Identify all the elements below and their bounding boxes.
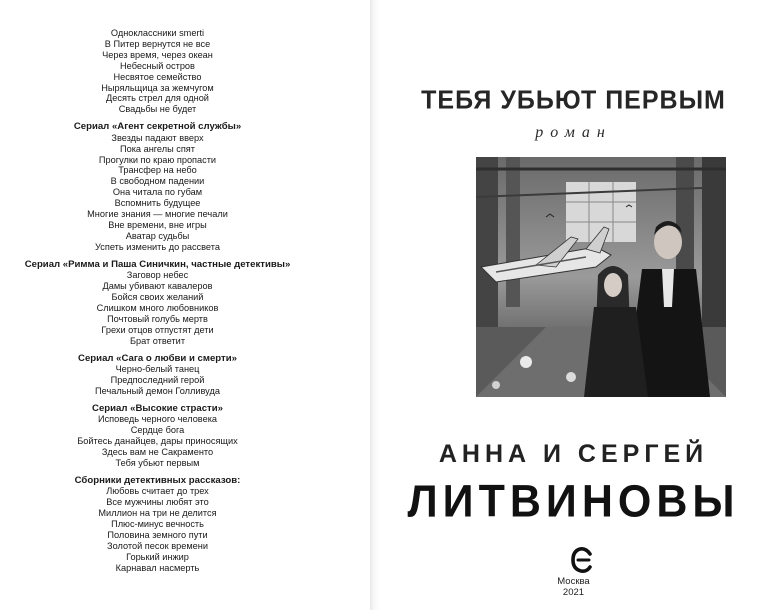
book-item: Успеть изменить до рассвета xyxy=(95,241,220,252)
left-page xyxy=(0,0,370,610)
book-item: Ныряльщица за жемчугом xyxy=(101,82,214,93)
cover-illustration xyxy=(476,157,726,397)
book-item: Любовь считает до трех xyxy=(106,486,209,497)
book-item: Вне времени, вне игры xyxy=(108,220,207,230)
book-item: Грехи отцов отпустят дети xyxy=(101,324,214,335)
publisher-city: Москва xyxy=(557,576,590,587)
book-group xyxy=(0,259,315,347)
series-title: Сериал «Высокие страсти» xyxy=(92,402,223,414)
other-books-list xyxy=(0,28,315,580)
publication-year: 2021 xyxy=(562,587,585,598)
series-title: Сериал «Сага о любви и смерти» xyxy=(78,352,237,364)
book-item: Небесный остров xyxy=(120,60,195,71)
book-item: В Питер вернутся не все xyxy=(104,38,211,49)
book-item: Тебя убьют первым xyxy=(115,457,200,468)
book-item: Трансфер на небо xyxy=(118,165,197,176)
book-group xyxy=(0,403,315,469)
title-page xyxy=(380,0,767,610)
book-group xyxy=(0,475,315,574)
book-gutter xyxy=(370,0,380,610)
book-item: Она читала по губам xyxy=(112,187,203,198)
book-item: Прогулки по краю пропасти xyxy=(98,154,217,165)
series-title: Сериал «Агент секретной службы» xyxy=(73,121,242,133)
book-item: Сердце бога xyxy=(130,425,185,436)
book-item: В свободном падении xyxy=(110,176,205,187)
book-item: Несвятое семейство xyxy=(113,71,202,82)
series-title: Сборники детективных рассказов: xyxy=(74,474,241,486)
book-item: Предпоследний герой xyxy=(110,374,205,385)
authors-first-names: АННА И СЕРГЕЙ xyxy=(438,440,709,468)
authors-surname: ЛИТВИНОВЫ xyxy=(407,476,740,528)
book-item: Одноклассники smerti xyxy=(110,28,205,38)
book-item: Вспомнить будущее xyxy=(114,198,201,209)
book-item: Слишком много любовников xyxy=(96,302,219,313)
book-item: Здесь вам не Сакраменто xyxy=(101,447,214,457)
book-item: Черно-белый танец xyxy=(115,364,200,375)
book-item: Аватар судьбы xyxy=(125,230,190,241)
book-item: Брат ответит xyxy=(129,335,186,346)
genre-label: роман xyxy=(535,124,612,141)
book-item: Миллион на три не делится xyxy=(98,508,217,519)
book-item: Карнавал насмерть xyxy=(115,562,200,573)
book-item: Пока ангелы спят xyxy=(119,143,195,154)
book-item: Звезды падают вверх xyxy=(111,132,204,143)
book-group xyxy=(0,28,315,115)
book-item: Бойся своих желаний xyxy=(111,292,204,303)
book-item: Золотой песок времени xyxy=(107,540,208,551)
book-item: Горький инжир xyxy=(126,551,189,562)
book-item: Через время, через океан xyxy=(102,49,213,60)
book-item: Печальный демон Голливуда xyxy=(95,385,220,396)
book-item: Половина земного пути xyxy=(107,529,208,540)
series-title: Сериал «Римма и Паша Синичкин, частные детективы» xyxy=(24,258,291,270)
publisher-logo-icon xyxy=(570,547,594,573)
book-item: Бойтесь данайцев, дары приносящих xyxy=(77,436,238,447)
book-item: Свадьбы не будет xyxy=(118,104,197,115)
book-item: Исповедь черного человека xyxy=(97,414,218,425)
book-item: Плюс-минус вечность xyxy=(111,519,204,530)
book-title: ТЕБЯ УБЬЮТ ПЕРВЫМ xyxy=(421,85,726,115)
book-item: Многие знания — многие печали xyxy=(87,209,228,220)
book-item: Почтовый голубь мертв xyxy=(107,313,208,324)
book-group xyxy=(0,121,315,252)
book-item: Все мужчины любят это xyxy=(106,497,209,508)
book-item: Дамы убивают кавалеров xyxy=(102,281,213,292)
book-item: Десять стрел для одной xyxy=(106,93,209,104)
book-item: Заговор небес xyxy=(126,270,189,281)
book-group xyxy=(0,353,315,397)
